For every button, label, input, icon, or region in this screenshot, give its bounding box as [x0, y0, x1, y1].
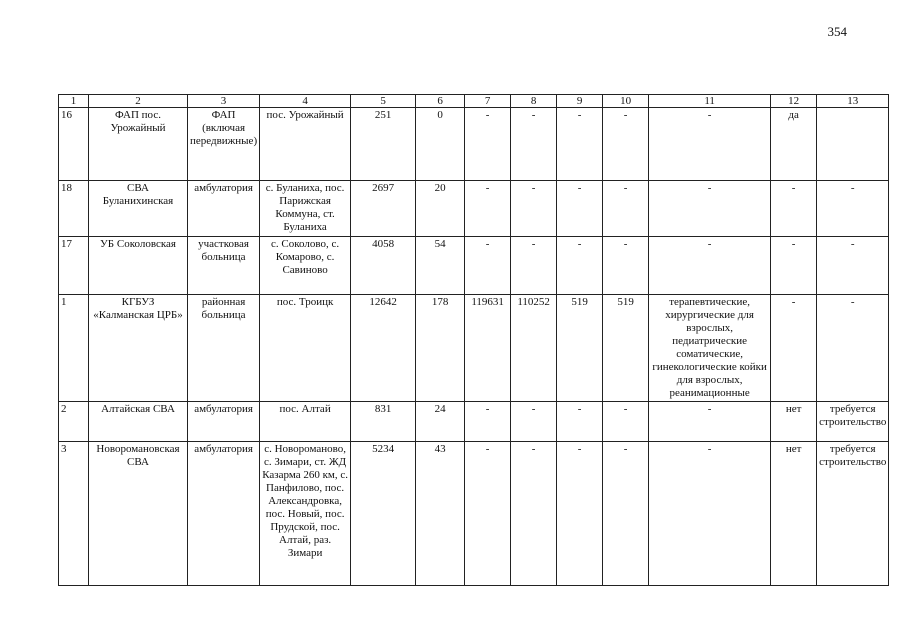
table-cell-col-9: - — [557, 181, 603, 237]
table-cell-col-2: ФАП пос. Урожайный — [89, 108, 188, 181]
table-cell-col-1: 17 — [59, 237, 89, 295]
column-header-5: 5 — [351, 95, 416, 108]
table-cell-col-1: 18 — [59, 181, 89, 237]
facilities-table-wrap — [58, 94, 889, 586]
table-cell-col-9: - — [557, 108, 603, 181]
column-header-13: 13 — [817, 95, 889, 108]
table-row — [59, 108, 889, 181]
table-cell-col-6: 20 — [416, 181, 465, 237]
table-cell-col-4: пос. Алтай — [260, 402, 351, 442]
table-cell-col-5: 5234 — [351, 442, 416, 586]
table-cell-col-13: требуется строительство — [817, 402, 889, 442]
table-row — [59, 402, 889, 442]
table-cell-col-3: районная больница — [188, 295, 260, 402]
table-cell-col-12: нет — [771, 402, 817, 442]
table-cell-col-3: ФАП (включая передвижные) — [188, 108, 260, 181]
table-cell-col-6: 54 — [416, 237, 465, 295]
table-cell-col-9: - — [557, 442, 603, 586]
column-header-6: 6 — [416, 95, 465, 108]
table-cell-col-12: нет — [771, 442, 817, 586]
table-row — [59, 295, 889, 402]
table-cell-col-6: 24 — [416, 402, 465, 442]
table-cell-col-10: - — [603, 181, 649, 237]
table-cell-col-3: амбулатория — [188, 402, 260, 442]
table-cell-col-8: - — [511, 181, 557, 237]
table-cell-col-5: 4058 — [351, 237, 416, 295]
table-cell-col-4: с. Соколово, с. Комарово, с. Савиново — [260, 237, 351, 295]
column-header-7: 7 — [465, 95, 511, 108]
table-cell-col-9: - — [557, 402, 603, 442]
table-cell-col-4: пос. Троицк — [260, 295, 351, 402]
table-cell-col-1: 3 — [59, 442, 89, 586]
table-cell-col-12: - — [771, 181, 817, 237]
table-cell-col-3: амбулатория — [188, 181, 260, 237]
table-cell-col-7: - — [465, 442, 511, 586]
table-cell-col-12: - — [771, 295, 817, 402]
table-body — [59, 108, 889, 586]
table-cell-col-11: - — [649, 402, 771, 442]
table-cell-col-4: с. Новороманово, с. Зимари, ст. ЖД Казарма 260 км, с. Панфилово, пос. Александровка, пос. Новый, пос. Прудской, пос. Алтай, раз. Зимари — [260, 442, 351, 586]
table-cell-col-11: терапевтические, хирургические для взрослых, педиатрические соматические, гинекологические койки для взрослых, реанимационные — [649, 295, 771, 402]
table-cell-col-13: требуется строительство — [817, 442, 889, 586]
table-cell-col-6: 178 — [416, 295, 465, 402]
table-cell-col-1: 1 — [59, 295, 89, 402]
table-cell-col-2: Новоромановская СВА — [89, 442, 188, 586]
column-header-8: 8 — [511, 95, 557, 108]
table-cell-col-4: с. Буланиха, пос. Парижская Коммуна, ст. Буланиха — [260, 181, 351, 237]
table-cell-col-10: - — [603, 442, 649, 586]
column-header-4: 4 — [260, 95, 351, 108]
table-cell-col-12: да — [771, 108, 817, 181]
header-row — [59, 95, 889, 108]
table-cell-col-8: - — [511, 442, 557, 586]
table-row — [59, 442, 889, 586]
table-cell-col-11: - — [649, 108, 771, 181]
table-row — [59, 181, 889, 237]
table-cell-col-5: 831 — [351, 402, 416, 442]
page-number: 354 — [827, 24, 847, 39]
column-header-10: 10 — [603, 95, 649, 108]
table-cell-col-1: 2 — [59, 402, 89, 442]
table-cell-col-2: СВА Буланихинская — [89, 181, 188, 237]
table-cell-col-9: 519 — [557, 295, 603, 402]
table-cell-col-8: - — [511, 402, 557, 442]
table-cell-col-13: - — [817, 295, 889, 402]
table-cell-col-10: - — [603, 108, 649, 181]
column-header-1: 1 — [59, 95, 89, 108]
table-cell-col-8: - — [511, 237, 557, 295]
table-cell-col-9: - — [557, 237, 603, 295]
column-header-3: 3 — [188, 95, 260, 108]
table-cell-col-7: - — [465, 402, 511, 442]
table-cell-col-10: - — [603, 402, 649, 442]
column-header-11: 11 — [649, 95, 771, 108]
table-cell-col-5: 2697 — [351, 181, 416, 237]
table-cell-col-12: - — [771, 237, 817, 295]
table-cell-col-6: 43 — [416, 442, 465, 586]
column-header-12: 12 — [771, 95, 817, 108]
table-cell-col-10: 519 — [603, 295, 649, 402]
table-cell-col-3: участковая больница — [188, 237, 260, 295]
table-cell-col-7: - — [465, 181, 511, 237]
column-header-9: 9 — [557, 95, 603, 108]
table-cell-col-7: - — [465, 108, 511, 181]
table-cell-col-1: 16 — [59, 108, 89, 181]
table-cell-col-6: 0 — [416, 108, 465, 181]
column-header-2: 2 — [89, 95, 188, 108]
table-cell-col-7: - — [465, 237, 511, 295]
table-cell-col-2: КГБУЗ «Калманская ЦРБ» — [89, 295, 188, 402]
table-cell-col-2: УБ Соколовская — [89, 237, 188, 295]
table-cell-col-11: - — [649, 181, 771, 237]
table-cell-col-13: - — [817, 237, 889, 295]
table-cell-col-8: - — [511, 108, 557, 181]
table-cell-col-2: Алтайская СВА — [89, 402, 188, 442]
table-cell-col-8: 110252 — [511, 295, 557, 402]
table-row — [59, 237, 889, 295]
table-cell-col-13 — [817, 108, 889, 181]
table-cell-col-5: 12642 — [351, 295, 416, 402]
table-cell-col-11: - — [649, 442, 771, 586]
table-cell-col-13: - — [817, 181, 889, 237]
table-cell-col-10: - — [603, 237, 649, 295]
table-cell-col-4: пос. Урожайный — [260, 108, 351, 181]
table-cell-col-3: амбулатория — [188, 442, 260, 586]
table-cell-col-11: - — [649, 237, 771, 295]
table-cell-col-5: 251 — [351, 108, 416, 181]
facilities-table — [58, 94, 889, 586]
table-cell-col-7: 119631 — [465, 295, 511, 402]
